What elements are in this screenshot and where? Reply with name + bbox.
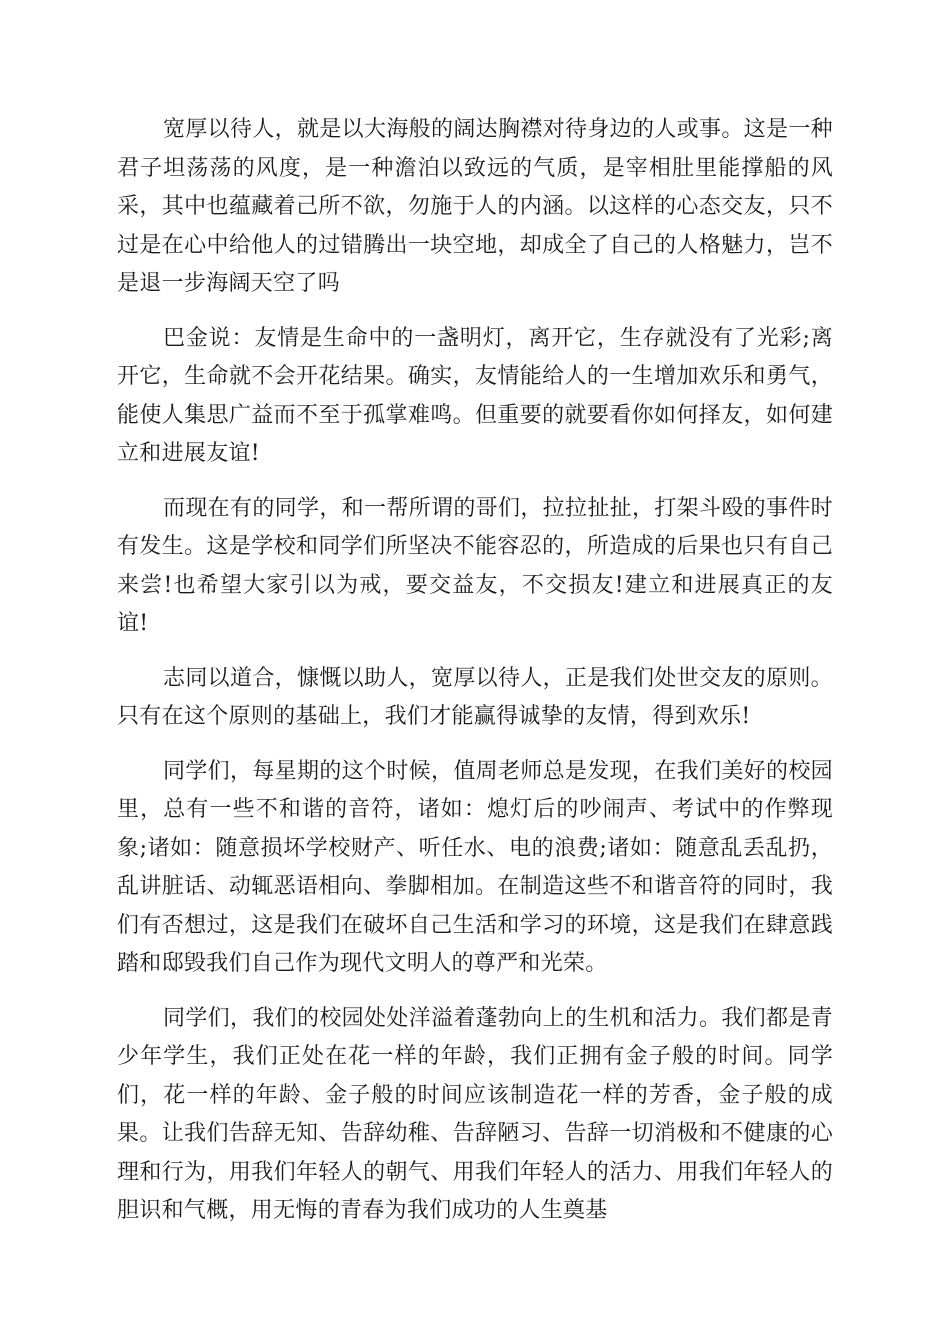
document-page — [117, 111, 833, 1247]
paragraph-3: 而现在有的同学，和一帮所谓的哥们，拉拉扯扯，打架斗殴的事件时有发生。这是学校和同学们所坚决不能容忍的，所造成的后果也只有自己来尝!也希望大家引以为戒，要交益友，不交损友!建立和进展真正的友谊! — [117, 495, 833, 636]
paragraph-1: 宽厚以待人，就是以大海般的阔达胸襟对待身边的人或事。这是一种君子坦荡荡的风度，是一种澹泊以致远的气质，是宰相肚里能撑船的风采，其中也蕴藏着己所不欲，勿施于人的内涵。以这样的心态交友，只不过是在心中给他人的过错腾出一块空地，却成全了自己的人格魅力，岂不是退一步海阔天空了吗 — [117, 117, 833, 296]
paragraph-6: 同学们，我们的校园处处洋溢着蓬勃向上的生机和活力。我们都是青少年学生，我们正处在花一样的年龄，我们正拥有金子般的时间。同学们，花一样的年龄、金子般的时间应该制造花一样的芳香，金子般的成果。让我们告辞无知、告辞幼稚、告辞陋习、告辞一切消极和不健康的心理和行为，用我们年轻人的朝气、用我们年轻人的活力、用我们年轻人的胆识和气概，用无悔的青春为我们成功的人生奠基 — [117, 1005, 833, 1223]
paragraph-5: 同学们，每星期的这个时候，值周老师总是发现，在我们美好的校园里，总有一些不和谐的音符，诸如：熄灯后的吵闹声、考试中的作弊现象;诸如：随意损坏学校财产、听任水、电的浪费;诸如：随意乱丢乱扔，乱讲脏话、动辄恶语相向、拳脚相加。在制造这些不和谐音符的同时，我们有否想过，这是我们在破坏自己生活和学习的环境，这是我们在肆意践踏和邸毁我们自己作为现代文明人的尊严和光荣。 — [117, 758, 833, 976]
paragraph-4: 志同以道合，慷慨以助人，宽厚以待人，正是我们处世交友的原则。只有在这个原则的基础上，我们才能赢得诚挚的友情，得到欢乐! — [117, 665, 833, 729]
paragraph-2: 巴金说：友情是生命中的一盏明灯，离开它，生存就没有了光彩;离开它，生命就不会开花结果。确实，友情能给人的一生增加欢乐和勇气，能使人集思广益而不至于孤掌难鸣。但重要的就要看你如何择友，如何建立和进展友谊! — [117, 325, 833, 466]
